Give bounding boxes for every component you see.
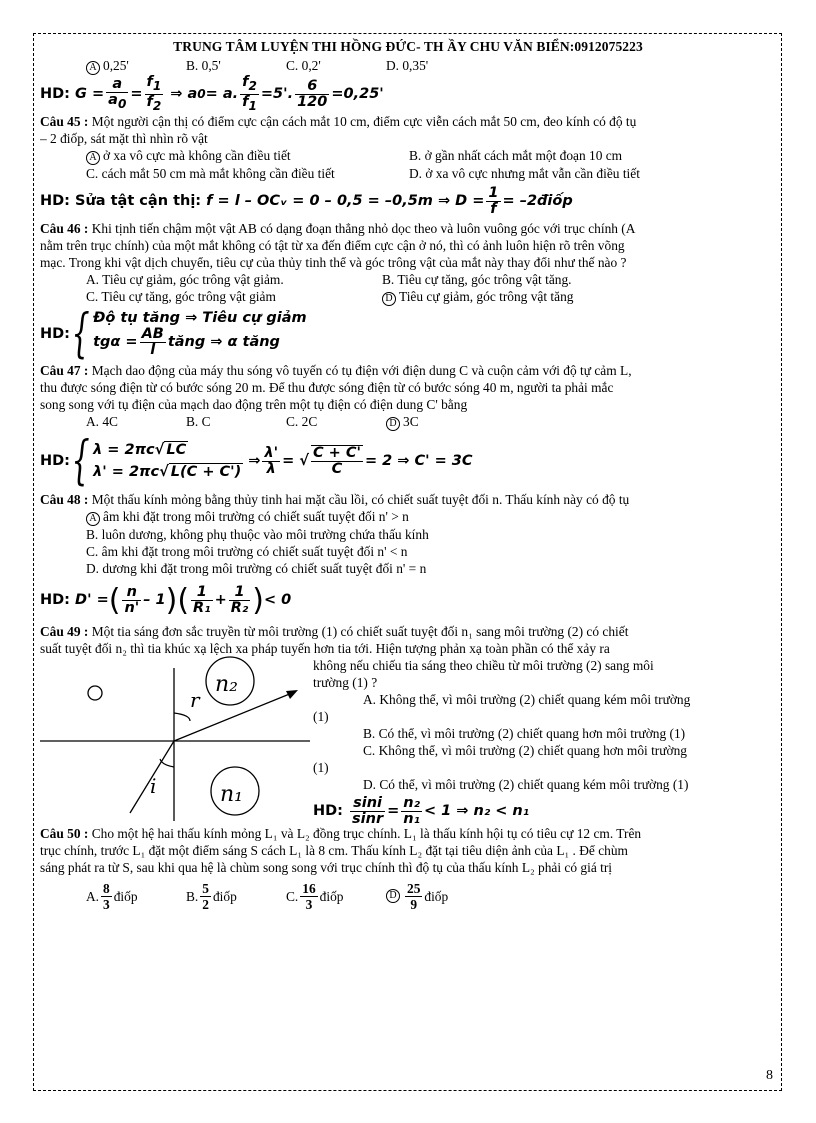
fraction: [300, 881, 317, 912]
implies: ⇒: [248, 452, 261, 469]
q47-option-c: C. 2C: [286, 414, 318, 429]
num: AB: [141, 326, 164, 342]
den: 9: [410, 896, 418, 912]
den: 120: [297, 93, 328, 110]
den: 2: [202, 896, 209, 912]
q47-option-b: B. C: [186, 414, 211, 429]
den: R₂: [230, 599, 249, 616]
q50-text-3: sáng phát ra từ S, sau khi qua hệ là chùm song song với trục chính thì độ tụ của thấu kính L₂ phải có giá trị: [40, 860, 613, 875]
q44-option-b: B. 0,5': [186, 58, 221, 73]
num: 25: [407, 880, 421, 896]
hd-label: HD: Sửa tật cận thị:: [40, 192, 202, 209]
question-label: Câu 46 :: [40, 221, 89, 236]
num: a: [106, 77, 128, 93]
q50-options: [40, 876, 776, 916]
q45-options-row1: [40, 147, 776, 165]
num: 1: [229, 585, 251, 601]
fraction: [486, 186, 500, 217]
result: < 1 ⇒ n₂ < n₁: [423, 802, 530, 819]
num: n₂: [403, 794, 420, 811]
q46-options-row2: [40, 288, 776, 306]
answer-circle-icon: D: [382, 292, 396, 306]
den: R₁: [193, 599, 211, 616]
label-r: r: [190, 688, 200, 712]
question-label: Câu 47 :: [40, 363, 89, 378]
den: n₁: [403, 810, 420, 827]
q50-text-2: trục chính, trước L₁ đặt một điểm sáng S cách L₁ là 8 cm. Thấu kính L₂ đặt tại tiêu diện ảnh của L₁ . Để chùm: [40, 843, 628, 858]
page-header: TRUNG TÂM LUYỆN THI HỒNG ĐỨC- TH ẦY CHU VĂN BIỂN:0912075223: [173, 39, 643, 54]
fraction: [145, 75, 164, 114]
q49-option-d: D. Có thể, vì môi trường (2) chiết quang kém môi trường (1): [363, 777, 689, 792]
answer-circle-icon: D: [386, 417, 400, 431]
angle-r-arc: [174, 713, 190, 721]
fraction: [191, 585, 213, 616]
hd-label: HD:: [40, 85, 70, 102]
q48-option-c: C. âm khi đặt trong môi trường có chiết suất tuyệt đối n' < n: [86, 544, 408, 559]
q46-option-b: B. Tiêu cự tăng, góc trông vật tăng.: [382, 272, 572, 287]
root: L(C + C'): [170, 464, 242, 480]
q48-option-b: B. luôn dương, không phụ thuộc vào môi trường chứa thấu kính: [86, 527, 429, 542]
option-text: ở xa vô cực mà không cần điều tiết: [103, 148, 291, 163]
text: < 0: [263, 591, 292, 608]
math-G: G: [75, 85, 87, 102]
q45-option-a: [86, 147, 409, 165]
q47-text-3: song song với tụ điện của mạch dao động trên một tụ điện có điện dung C' bằng: [40, 397, 468, 412]
q47-option-d: [386, 413, 419, 431]
den: $f_1$: [242, 93, 257, 113]
fraction: [229, 585, 251, 616]
fraction: [101, 881, 112, 912]
label-i: i: [150, 774, 157, 798]
line1: λ = 2πc√ LC: [93, 442, 187, 458]
den: $f_2$: [146, 93, 162, 113]
q47-solution: HD: { λ = 2πc√ LC λ' = 2πc√ L(C + C') ⇒ $\frac{\lambda'}{\lambda}$ = √ $\frac{C + C'}{C}$ = 2 ⇒ C' = 3C: [40, 431, 473, 491]
fraction: [200, 881, 211, 912]
num: 16: [302, 880, 316, 896]
text: λ = 2πc: [93, 442, 155, 458]
q49-solution: HD: $\frac{\sin i}{\sin r}$ = $\frac{\text{n₂}}{\text{n₁}}$ < 1 ⇒ n₂ < n₁: [313, 794, 530, 827]
den: n': [124, 599, 140, 616]
line1: Độ tụ tăng ⇒ Tiêu cự giảm: [93, 310, 307, 326]
num: 1: [488, 184, 499, 201]
text: – 1: [143, 591, 166, 608]
option-text: Tiêu cự giảm, góc trông vật tăng: [399, 289, 574, 304]
formula: f = l – OCᵥ = 0 – 0,5 = –0,5m ⇒ D =: [206, 192, 485, 209]
fraction: [106, 77, 128, 112]
line2: [93, 327, 307, 358]
answer-circle-icon: A: [86, 151, 100, 165]
q48-text: [40, 491, 776, 508]
page-number: 8: [766, 1068, 773, 1083]
q49-text-4: trường (1) ?: [313, 675, 378, 690]
q44-solution: HD: G = $\frac{a}{a_0}$ = $\frac{f_1}{f_2}$ ⇒ a 0 = a. $\frac{f_2}{f_1}$ = 5' . $\frac{6}{120}$ = 0,25': [40, 73, 384, 113]
q46-option-c: C. Tiêu cự tăng, góc trông vật giảm: [86, 289, 276, 304]
answer-circle-icon: D: [386, 889, 400, 903]
q45-options-row2: [40, 165, 776, 182]
brace-lines: [93, 310, 307, 358]
text: Cho một hệ hai thấu kính mỏng L₁ và L₂ đồng trục chính. L₁ là thấu kính hội tụ có tiêu cự 12 cm. Trên: [91, 826, 642, 841]
num: 1: [191, 585, 213, 601]
den: 3: [103, 896, 110, 912]
q49-text-3: không nếu chiếu tia sáng theo chiều từ môi trường (2) sang môi: [313, 658, 654, 673]
hd-label: HD:: [313, 802, 343, 819]
text: tgα =: [93, 334, 138, 350]
q49-option-b: B. Có thể, vì môi trường (2) chiết quang hơn môi trường (1): [363, 726, 686, 741]
q44-option-a: [86, 57, 186, 75]
q46-text-2: nằm trên trục chính) của một mắt không có tật từ xa đến điểm cực cận ở nó, thì có ảnh luôn hiện rõ trên võng: [40, 238, 625, 253]
q50-option-c: [286, 881, 386, 912]
unit: điốp: [319, 888, 344, 904]
small-circle-icon: [88, 686, 102, 700]
q46-solution: [40, 306, 776, 362]
question-label: Câu 49 :: [40, 624, 89, 639]
q45-option-d: D. ở xa vô cực nhưng mắt vẫn cần điều tiết: [409, 166, 640, 181]
result: 0,25': [343, 85, 384, 102]
q48-option-d: D. dương khi đặt trong môi trường có chiết suất tuyệt đối n' = n: [86, 561, 427, 576]
result: = –2điốp: [502, 192, 573, 209]
q49-option-c: C. Không thể, vì môi trường (2) chiết quang hơn môi trường: [363, 743, 687, 758]
text: Một tia sáng đơn sắc truyền từ môi trường (1) có chiết suất tuyệt đối n₁ sang môi trường (2) có chiết: [91, 624, 629, 639]
num: 6: [295, 79, 329, 95]
num: 8: [103, 880, 110, 896]
q48-solution: [40, 577, 776, 623]
letter: B.: [186, 888, 199, 904]
q44-options: [40, 57, 776, 75]
q46-option-d: [382, 288, 574, 306]
arrow-icon: [286, 690, 298, 699]
fraction: [140, 327, 166, 358]
unit: điốp: [113, 888, 138, 904]
option-text: 0,25': [103, 58, 129, 73]
q50-option-b: [186, 881, 286, 912]
question-label: Câu 50 :: [40, 826, 89, 841]
q47-text: [40, 362, 776, 379]
den-text: f: [146, 93, 153, 110]
q46-option-a: A. Tiêu cự giảm, góc trông vật giảm.: [86, 272, 284, 287]
answer-circle-icon: A: [86, 512, 100, 526]
unit: điốp: [212, 888, 237, 904]
label-n2: n₂: [215, 672, 238, 697]
option-text: âm khi đặt trong môi trường có chiết suất tuyệt đối n' > n: [103, 509, 409, 524]
hd-label: HD:: [40, 591, 70, 608]
num: 5: [202, 880, 209, 896]
den: l: [150, 342, 156, 358]
num-text: f: [146, 73, 153, 90]
paren-open: (: [108, 582, 121, 618]
paren-close: ): [252, 582, 264, 618]
q49-option-a-wrap: (1): [313, 709, 329, 724]
plus: +: [214, 591, 227, 608]
text: Một thấu kính mỏng bằng thủy tinh hai mặt cầu lồi, có chiết suất tuyệt đối n. Thấu kính này có độ tụ: [91, 492, 630, 507]
text: Một người cận thị có điểm cực cận cách mắt 10 cm, điểm cực viễn cách mắt 50 cm, đeo kính có độ tụ: [91, 114, 637, 129]
q45-option-b: B. ở gần nhất cách mắt một đoạn 10 cm: [409, 148, 623, 163]
text: λ' = 2πc: [93, 464, 160, 480]
q49-right-col: [313, 657, 776, 829]
den: λ: [266, 460, 276, 477]
q46-text-3: mạc. Trong khi vật dịch chuyển, tiêu cự của thủy tinh thể và góc trông vật của mắt này thay đổi như thế nào ?: [40, 255, 627, 270]
num: $f_2$: [242, 73, 257, 93]
q45-solution: [40, 182, 776, 220]
equals: =: [282, 452, 295, 469]
q45-option-c: C. cách mắt 50 cm mà mắt không cần điều tiết: [86, 166, 335, 181]
label-n1: n₁: [220, 782, 243, 807]
den-text: a: [108, 91, 118, 108]
text: D' =: [75, 591, 109, 608]
q49-text-2: suất tuyệt đối n₂ thì tia khúc xạ lệch xa pháp tuyến hơn tia tới. Hiện tượng phản xạ toàn phần có thể xảy ra: [40, 641, 610, 656]
text: tăng ⇒ α tăng: [167, 334, 280, 350]
fraction: [401, 796, 422, 827]
question-label: Câu 45 :: [40, 114, 89, 129]
q44-option-c: C. 0,2': [286, 58, 321, 73]
den: f: [490, 200, 497, 217]
letter: C.: [286, 888, 299, 904]
paren-close: )(: [165, 582, 190, 618]
q49-text: [40, 623, 776, 640]
text: Khi tịnh tiến chậm một vật AB có dạng đoạn thẳng nhỏ dọc theo và luôn vuông góc với trục chính (A: [91, 221, 636, 236]
brace-icon: {: [71, 431, 90, 491]
text: Mạch dao động của máy thu sóng vô tuyến có tụ điện với điện dung C và cuộn cảm với độ tự cảm L,: [91, 363, 632, 378]
q46-text: [40, 220, 776, 237]
q45-text: [40, 113, 776, 130]
num: C + C': [312, 445, 361, 461]
answer-circle-icon: A: [86, 61, 100, 75]
fraction: [295, 79, 329, 110]
result: = 2 ⇒ C' = 3C: [364, 452, 473, 469]
q50-option-d: [386, 881, 448, 912]
q46-options-row1: [40, 271, 776, 288]
den: C: [331, 461, 343, 477]
den: sinr: [352, 810, 384, 827]
q50-option-a: [86, 881, 186, 912]
option-text: 3C: [403, 414, 419, 429]
document-body: [40, 57, 776, 916]
q48-option-a: [40, 508, 776, 526]
question-label: Câu 48 :: [40, 492, 89, 507]
q45-text-2: – 2 điốp, sát mặt thì nhìn rõ vật: [40, 131, 208, 146]
unit: điốp: [424, 888, 449, 904]
refraction-figure: [40, 653, 310, 823]
letter: A.: [86, 888, 100, 904]
num: λ': [264, 444, 279, 461]
fraction: [311, 445, 363, 477]
fraction: [240, 75, 259, 114]
q49-option-c-wrap: (1): [313, 760, 329, 775]
num: $f_1$: [146, 73, 162, 93]
q47-option-a: A. 4C: [86, 414, 118, 429]
brace-icon: {: [71, 304, 90, 364]
den: $a_0$: [108, 91, 127, 111]
fraction: [122, 585, 141, 616]
fraction: [262, 446, 280, 477]
root: LC: [166, 442, 187, 458]
line2: λ' = 2πc√ L(C + C'): [93, 464, 242, 480]
q49-body: [40, 657, 776, 827]
fraction: [350, 796, 385, 827]
den: 3: [305, 896, 313, 912]
value: 5': [273, 85, 288, 102]
fraction: [405, 881, 422, 912]
q47-text-2: thu được sóng điện từ có bước sóng 20 m. Để thu được sóng điện từ có bước sóng 40 m, người ta phải mắc: [40, 380, 614, 395]
hd-label: HD:: [40, 325, 70, 342]
q44-option-d: D. 0,35': [386, 58, 429, 73]
q47-options: [40, 413, 776, 431]
brace-lines: [93, 441, 243, 481]
num: sini: [350, 796, 385, 812]
hd-label: HD:: [40, 452, 70, 469]
num: n: [122, 585, 141, 601]
q49-option-a: A. Không thể, vì môi trường (2) chiết quang kém môi trường: [363, 692, 691, 707]
